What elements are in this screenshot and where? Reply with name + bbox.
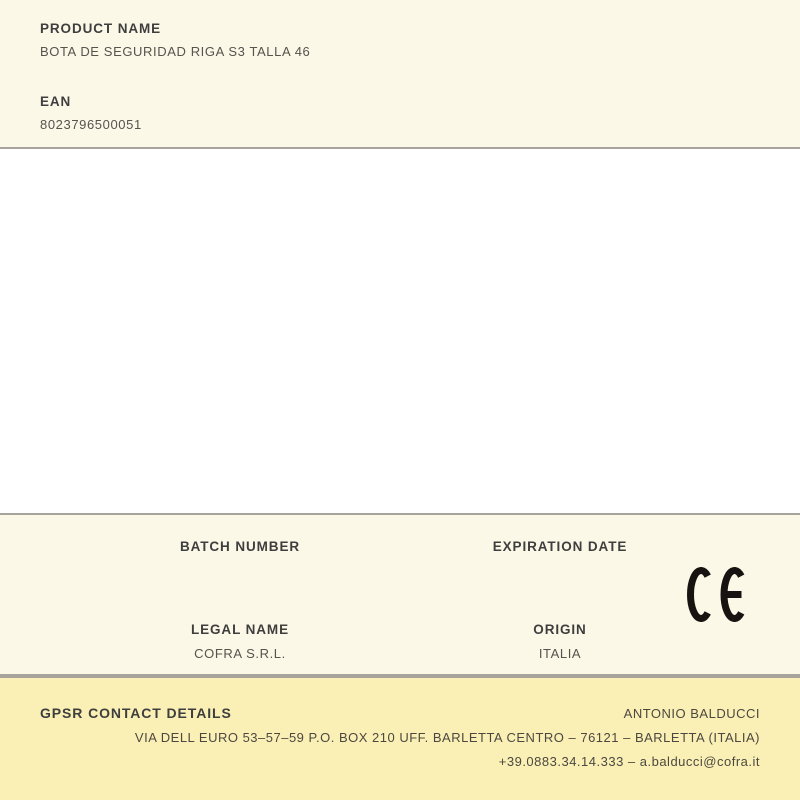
ean-field [40, 94, 760, 132]
expiration-date-value [400, 563, 720, 578]
batch-number-field [80, 539, 400, 578]
origin-value: ITALIA [538, 646, 582, 661]
info-row-legal-origin [80, 622, 720, 661]
batch-number-value [80, 563, 400, 578]
product-info-section [0, 513, 800, 676]
ean-value: 8023796500051 [40, 117, 142, 132]
legal-name-value: COFRA S.R.L. [194, 646, 286, 661]
gpsr-title: GPSR CONTACT DETAILS [40, 705, 232, 721]
product-name-label: PRODUCT NAME [40, 21, 162, 36]
legal-name-field [80, 622, 400, 661]
legal-name-label: LEGAL NAME [190, 622, 289, 637]
gpsr-title-row [40, 706, 760, 721]
gpsr-contact-name: ANTONIO BALDUCCI [623, 706, 760, 721]
ean-label: EAN [40, 94, 72, 109]
origin-field [400, 622, 720, 661]
info-row-batch-expiration [80, 539, 720, 578]
product-header-section [0, 0, 800, 149]
expiration-date-label: EXPIRATION DATE [492, 539, 628, 554]
gpsr-address: VIA DELL EURO 53–57–59 P.O. BOX 210 UFF. BARLETTA CENTRO – 76121 – BARLETTA (ITALIA) [134, 730, 760, 745]
product-image-area [0, 149, 800, 513]
origin-label: ORIGIN [533, 622, 587, 637]
ce-mark-icon [687, 567, 753, 622]
gpsr-phone-email: +39.0883.34.14.333 – a.balducci@cofra.it [498, 754, 760, 769]
batch-number-label: BATCH NUMBER [179, 539, 301, 554]
product-name-field [40, 21, 760, 59]
expiration-date-field [400, 539, 720, 578]
gpsr-contact-section [0, 676, 800, 800]
product-name-value: BOTA DE SEGURIDAD RIGA S3 TALLA 46 [40, 44, 311, 59]
